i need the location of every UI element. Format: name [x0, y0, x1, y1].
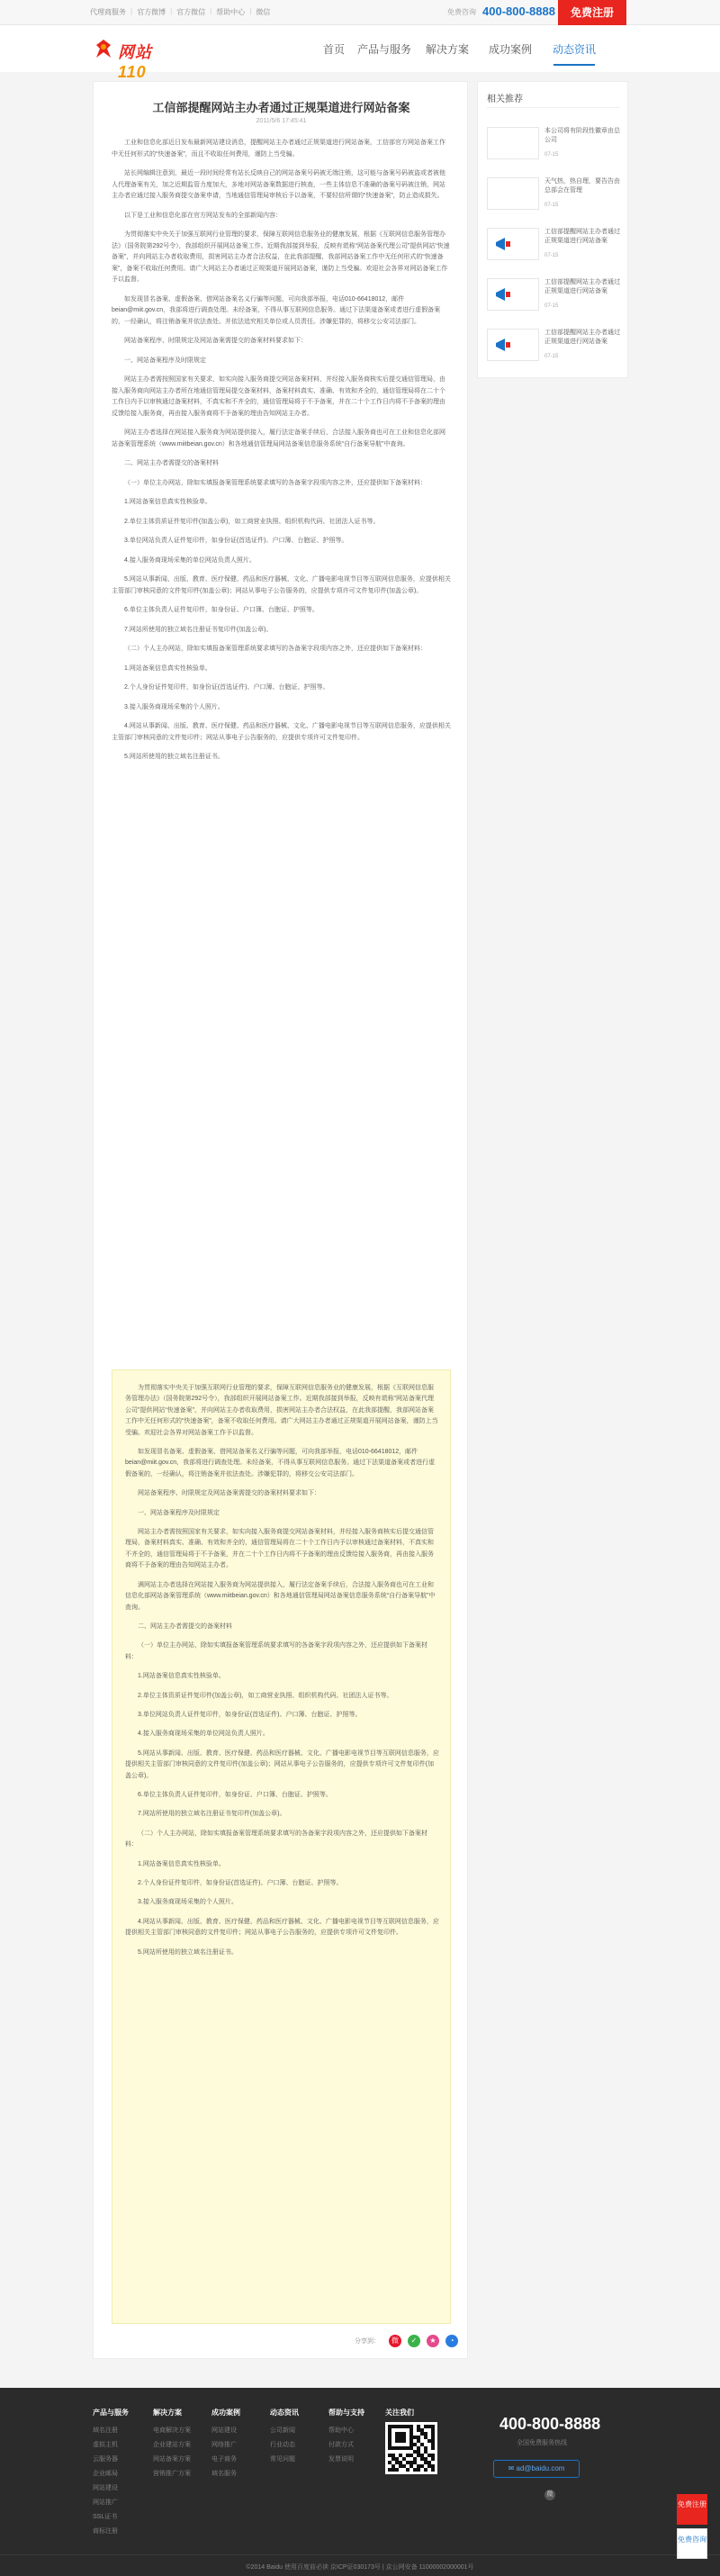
highlight-paragraph: 4.接入服务商现场采集的单位网站负责人照片。: [138, 1731, 269, 1738]
qzone-share-icon[interactable]: ★: [427, 2335, 439, 2347]
article-paragraph: 4.接入服务商现场采集的单位网站负责人照片。: [124, 556, 256, 564]
highlight-paragraph: 一、网站备案程序及时限规定: [138, 1509, 220, 1516]
share-bar: [355, 2335, 458, 2347]
footer-phone: 400-800-8888: [500, 2415, 601, 2433]
footer-link[interactable]: 发票说明: [328, 2456, 354, 2463]
article-paragraph: 一、网站备案程序及时限规定: [124, 357, 206, 364]
top-link[interactable]: 官方微信: [176, 8, 206, 16]
article-paragraph: 如发现冒名备案、虚假备案、借网站备案名义行骗等问题，可向我部举报，电话010-66418012，邮件beian@miit.gov.cn，我部将进行调查处理。未经备案，不得从事互联网信息服务。通过下法渠道备案或者进行虚假备案的，一经确认，将注销备案并依法查处。并依法追究相关单位或人员责任。涉嫌犯罪的，将移交公安司法部门。: [112, 295, 441, 325]
highlight-paragraph: 1.网站备案信息真实性核验单。: [138, 1860, 225, 1867]
footer-column-title: 产品与服务: [93, 2409, 129, 2417]
article-paragraph: （二）个人主办网站，除如实填报备案管理系统要求填写的各备案字段项内容之外，还应提供如下备案材料：: [124, 646, 427, 652]
sidebar-title: 相关推荐: [487, 95, 523, 104]
footer-column: [153, 2408, 207, 2483]
recommend-title: 工信部提醒网站主办者通过正规渠道进行网站备案: [544, 330, 620, 345]
weibo-icon[interactable]: 微: [544, 2490, 555, 2500]
footer-column: [270, 2408, 324, 2469]
footer-column-title: 解决方案: [153, 2409, 182, 2417]
recommend-title: 工信部提醒网站主办者通过正规渠道进行网站备案: [544, 279, 620, 294]
recommend-item[interactable]: [487, 276, 622, 316]
article-paragraph: 以下是工业和信息化部在官方网站发布的全部新闻内容：: [124, 212, 282, 219]
article-paragraph: 网站主办者选择在网站接入服务商为网站提供接入，履行法定备案手续后，合法接入服务商也可在工业和信息化部网站备案管理系统（www.miitbeian.gov.cn）和各地通信管理局网站备案信息服务系统“自行备案导航”中查询。: [112, 429, 446, 447]
float-consult-button[interactable]: 免费咨询: [677, 2528, 707, 2559]
article-paragraph: 5.网站所使用的独立域名注册证书。: [124, 754, 224, 760]
article-paragraph: 二、网站主办者需提交的备案材料: [124, 460, 219, 466]
article-date: 2011/5/6 17:45:41: [256, 118, 307, 124]
recommend-title: 本公司将有阶段性徽章由总公司: [544, 128, 620, 143]
highlight-paragraph: 1.网站备案信息真实性核验单。: [138, 1673, 225, 1680]
megaphone-icon: [493, 234, 513, 254]
article-paragraph: 1.网站备案信息真实性核验单。: [124, 664, 212, 672]
recommend-thumbnail: [487, 278, 539, 311]
footer-link[interactable]: 企业邮局: [93, 2471, 118, 2477]
footer-column-title: 关注我们: [385, 2409, 414, 2417]
highlight-paragraph: 2.单位主体资质证件复印件(加盖公章)，如工商营业执照、组织机构代码、社团法人证书等。: [138, 1692, 393, 1699]
footer-link[interactable]: 云服务器: [93, 2456, 118, 2463]
nav-cases[interactable]: 成功案例: [488, 43, 532, 56]
article-title: 工信部提醒网站主办者通过正规渠道进行网站备案: [152, 101, 410, 114]
weibo-share-icon[interactable]: 微: [389, 2335, 401, 2347]
qr-code-icon: [385, 2422, 437, 2474]
footer-link[interactable]: 网站建设: [93, 2485, 118, 2491]
highlight-paragraph: 满网站主办者选择在网站接入服务商为网站提供接入，履行法定备案手续后，合法接入服务商也可在工业和信息化部网站备案管理系统（www.miitbeian.gov.cn）和各地通信管理局网站备案信息服务系统“自行备案导航”中查询。: [125, 1581, 436, 1611]
top-links: 代理商服务 | 官方微博 | 官方微信 | 帮助中心 | 微信: [90, 7, 271, 16]
top-link[interactable]: 代理商服务: [90, 8, 126, 16]
logo-icon: [93, 38, 114, 61]
article-paragraph: 网站主办者需按照国家有关要求，如实向接入服务商提交网站备案材料，并经接入服务商核实后提交通信管理局，由接入服务商向网站主办者所在地通信管理局提交备案材料，备案材料真实、准确、有效和齐全的，通信管理局将在二十个工作日内予以审核通过备案材料，不真实和不齐全的，通信管理局将于不予备案，并在二十个工作日内将不予备案的理由反馈给接入服务商，再由接入服务商将不予备案的理由告知网站主办者。: [112, 376, 446, 417]
footer-link[interactable]: 帮助中心: [328, 2427, 354, 2434]
top-bar: [0, 0, 720, 25]
highlight-paragraph: （二）个人主办网站，除如实填报备案管理系统要求填写的各备案字段项内容之外，还应提供如下备案材料：: [125, 1830, 428, 1848]
footer-column-title: 动态资讯: [270, 2409, 299, 2417]
float-register-button[interactable]: 免费注册: [677, 2494, 707, 2525]
top-link[interactable]: 官方微博: [137, 8, 166, 16]
footer-link[interactable]: 营销推广方案: [153, 2471, 191, 2477]
nav-products[interactable]: 产品与服务: [356, 43, 411, 56]
article-paragraph: （一）单位主办网站，除如实填报备案管理系统要求填写的各备案字段项内容之外，还应提供如下备案材料：: [124, 479, 427, 486]
footer-link[interactable]: 网络推广: [212, 2442, 237, 2448]
article-paragraph: 4.网站从事新闻、出版、教育、医疗保健、药品和医疗器械、文化、广播电影电视节目等互联网信息服务，应提供相关主管部门审核同意的文件复印件；网站从事电子公告服务的，应提供专项许可文件复印件。: [112, 723, 451, 741]
highlight-paragraph: 7.网站所使用的独立域名注册证书复印件(加盖公章)。: [138, 1811, 286, 1818]
footer-link[interactable]: 域名注册: [93, 2427, 118, 2434]
top-link[interactable]: 微信: [256, 8, 271, 16]
highlight-paragraph: 二、网站主办者需提交的备案材料: [138, 1622, 232, 1630]
footer-link[interactable]: 付款方式: [328, 2442, 354, 2448]
highlight-block: [112, 1369, 451, 2324]
footer-link[interactable]: 网站备案方案: [153, 2456, 191, 2463]
footer-column-title: 帮助与支持: [328, 2409, 364, 2417]
recommend-date: 07-15: [544, 354, 559, 359]
footer-link[interactable]: 公司新闻: [270, 2427, 295, 2434]
site-footer: [0, 2388, 720, 2576]
highlight-paragraph: 网站备案程序、时限规定及网站备案需提交的备案材料要求如下：: [138, 1490, 320, 1497]
footer-phone-subtitle: 全国免费服务热线: [517, 2440, 567, 2446]
footer-link[interactable]: 网站推广: [93, 2499, 118, 2506]
recommend-item[interactable]: [487, 226, 622, 266]
footer-email-button[interactable]: ✉ ad@baidu.com: [493, 2460, 580, 2478]
recommend-thumbnail: [487, 127, 539, 159]
recommend-item[interactable]: [487, 176, 622, 215]
footer-link[interactable]: 网站建设: [212, 2427, 237, 2434]
article-paragraph: 1.网站备案信息真实性核验单。: [124, 499, 212, 505]
megaphone-icon: [493, 285, 513, 304]
article-paragraph: 3.单位网站负责人证件复印件，如身份证(首选证件)、户口簿、台胞证、护照等。: [124, 538, 348, 544]
article-paragraph: 2.个人身份证件复印件，如身份证(首选证件)、户口簿、台胞证、护照等。: [124, 684, 329, 691]
copyright: ©2014 Baidu 使用百度前必读 京ICP证030173号 | 京公网安备 11000002000001号: [0, 2554, 720, 2571]
recommend-thumbnail: [487, 329, 539, 361]
footer-link[interactable]: 电商解决方案: [153, 2427, 191, 2434]
wechat-share-icon[interactable]: ✓: [408, 2335, 420, 2347]
hotline-number: 400-800-8888: [482, 5, 555, 18]
article-paragraph: 站长网编辑注意到，最近一段时间经常有站长反映自己的网站备案号码被无端注销，这可能与备案号码被盗或者被他人代理备案有关，加之近期监管力度加大，多地对网站备案数据进行核查，一些主体信息不准确的备案号码被注销，网站主办者应通过接入服务商提交备案申请，当地通信管理局审核后予以备案，不要轻信所谓的“快速备案”，防止造成损失。: [112, 170, 446, 199]
nav-news[interactable]: 动态资讯: [542, 41, 607, 66]
nav-solutions[interactable]: 解决方案: [425, 43, 469, 56]
highlight-paragraph: 网站主办者需按照国家有关要求，如实向接入服务商提交网站备案材料，并经接入服务商核实后提交通信管理局，备案材料真实、准确、有效和齐全的，通信管理局将在二十个工作日内予以审核通过备案材料，不真实和不齐全的，通信管理局将于不予备案，并在二十个工作日内将不予备案的理由反馈给接入服务商，再由接入服务商将不予备案的理由告知网站主办者。: [125, 1529, 434, 1569]
highlight-paragraph: 2.个人身份证件复印件，如身份证(首选证件)、户口簿、台胞证、护照等。: [138, 1880, 343, 1886]
footer-link[interactable]: 企业建站方案: [153, 2442, 191, 2448]
recommend-date: 07-15: [544, 303, 559, 309]
highlight-paragraph: 如发现冒名备案、虚假备案、借网站备案名义行骗等问题，可向我部举报，电话010-66418012，邮件beian@miit.gov.cn，我部将进行调查处理。未经备案，不得从事互联网信息服务。通过下法渠道备案或者进行虚假备案的，一经确认，将注销备案并依法查处。涉嫌犯罪的，将移交公安司法部门。: [125, 1449, 436, 1478]
highlight-paragraph: 4.网站从事新闻、出版、教育、医疗保健、药品和医疗器械、文化、广播电影电视节目等互联网信息服务，应提供相关主管部门审核同意的文件复印件；网站从事电子公告服务的，应提供专项许可文件复印件。: [125, 1918, 439, 1937]
recommend-title: 工信部提醒网站主办者通过正规渠道进行网站备案: [544, 229, 620, 244]
article-paragraph: 网站备案程序、时限规定及网站备案需提交的备案材料要求如下：: [124, 338, 307, 344]
highlight-paragraph: 5.网站从事新闻、出版、教育、医疗保健、药品和医疗器械、文化、广播电影电视节目等互联网信息服务，应提供相关主管部门审核同意的文件复印件(加盖公章)；网站从事电子公告服务的，应提供专项许可文件复印件(加盖公章)。: [125, 1749, 439, 1779]
recommend-date: 07-15: [544, 253, 559, 258]
hotline-label: 免费咨询: [447, 8, 476, 16]
article-body: [112, 138, 451, 772]
recommend-date: 07-15: [544, 203, 559, 208]
recommend-item[interactable]: [487, 125, 622, 165]
footer-link[interactable]: 虚拟主机: [93, 2442, 118, 2448]
highlight-paragraph: 为贯彻落实中央关于加强互联网行业管理的要求，保障互联网信息服务业的健康发展，根据《互联网信息服务管理办法》（国务院第292号令），我部组织开展网站备案工作。近期我部接到举报，反映有谎称“网站备案代理公司”提供网站“快速备案”，并向网站主办者收取费用，损害网站主办者合法权益，在此我部提醒，我部网站备案工作中无任何形式的“快速备案”，备案不收取任何费用。请广大网站主办者通过正规渠道开展网站备案，谨防上当受骗。欢迎社会各界对网站备案工作予以监督。: [125, 1385, 438, 1436]
article-paragraph: 工业和信息化部近日发布最新网站建设消息，提醒网站主办者通过正规渠道进行网站备案，工信部官方网站备案工作中无任何形式的“快速备案”，而且不收取任何费用，谨防上当受骗。: [112, 140, 446, 158]
divider: [487, 107, 620, 108]
footer-link[interactable]: SSL证书: [93, 2514, 118, 2520]
footer-link[interactable]: 常见问题: [270, 2456, 295, 2463]
footer-link[interactable]: 域名服务: [212, 2471, 237, 2477]
article-paragraph: 7.网站所使用的独立域名注册证书复印件(加盖公章)。: [124, 626, 273, 633]
article-card: [93, 81, 468, 2359]
footer-column: [212, 2408, 266, 2483]
site-logo[interactable]: [93, 36, 179, 81]
article-paragraph: 2.单位主体资质证件复印件(加盖公章)，如工商营业执照、组织机构代码、社团法人证书等。: [124, 518, 380, 525]
recommend-item[interactable]: [487, 327, 622, 366]
nav-home[interactable]: 首页: [322, 43, 345, 56]
top-link[interactable]: 帮助中心: [216, 8, 246, 16]
article-paragraph: 5.网站从事新闻、出版、教育、医疗保健、药品和医疗器械、文化、广播电影电视节目等互联网信息服务，应提供相关主管部门审核同意的文件复印件(加盖公章)；网站从事电子公告服务的，应提供专项许可文件复印件(加盖公章)。: [112, 576, 451, 594]
megaphone-icon: [493, 335, 513, 355]
recommend-thumbnail: [487, 177, 539, 210]
qq-share-icon[interactable]: ◔: [446, 2335, 458, 2347]
article-paragraph: 3.接入服务商现场采集的个人照片。: [124, 703, 224, 710]
site-header: [0, 25, 720, 81]
highlight-paragraph: 3.单位网站负责人证件复印件，如身份证(首选证件)、户口簿、台胞证、护照等。: [138, 1711, 362, 1718]
register-button[interactable]: 免费注册: [558, 0, 626, 25]
article-paragraph: 6.单位主体负责人证件复印件，如身份证、户口簿、台胞证、护照等。: [124, 607, 319, 613]
recommend-title: 天气热，热自理，要告告由总部会在管理: [544, 178, 620, 194]
highlight-paragraph: （一）单位主办网站，除如实填报备案管理系统要求填写的各备案字段项内容之外，还应提供如下备案材料：: [125, 1642, 428, 1660]
footer-link[interactable]: 电子商务: [212, 2456, 237, 2463]
highlight-paragraph: 3.接入服务商现场采集的个人照片。: [138, 1899, 238, 1906]
highlight-paragraph: 6.单位主体负责人证件复印件，如身份证、户口簿、台胞证、护照等。: [138, 1791, 332, 1798]
footer-column: [328, 2408, 382, 2469]
main-nav: [315, 41, 607, 66]
footer-link[interactable]: 商标注册: [93, 2528, 118, 2535]
recommend-date: 07-15: [544, 152, 559, 158]
share-label: 分享到：: [355, 2338, 380, 2345]
recommend-sidebar: [477, 81, 628, 378]
footer-column-title: 成功案例: [212, 2409, 240, 2417]
logo-text: 网站110: [118, 43, 152, 81]
highlight-paragraph: 5.网站所使用的独立域名注册证书。: [138, 1948, 238, 1956]
recommend-thumbnail: [487, 228, 539, 260]
article-paragraph: 为贯彻落实中央关于加强互联网行业管理的要求，保障互联网信息服务业的健康发展，根据《互联网信息服务管理办法》（国务院第292号令），我部组织开展网站备案工作。近期我部接到举报，反映有谎称“网站备案代理公司”提供网站“快速备案”，并向网站主办者收取费用，损害网站主办者合法权益，在此我部提醒，我部网站备案工作中无任何形式的“快速备案”，备案不收取任何费用。请广大网站主办者通过正规渠道开展网站备案，谨防上当受骗。欢迎社会各界对网站备案工作予以监督。: [112, 231, 450, 283]
footer-column: [93, 2408, 147, 2541]
highlight-body: [125, 1383, 439, 1966]
footer-link[interactable]: 行业动态: [270, 2442, 295, 2448]
